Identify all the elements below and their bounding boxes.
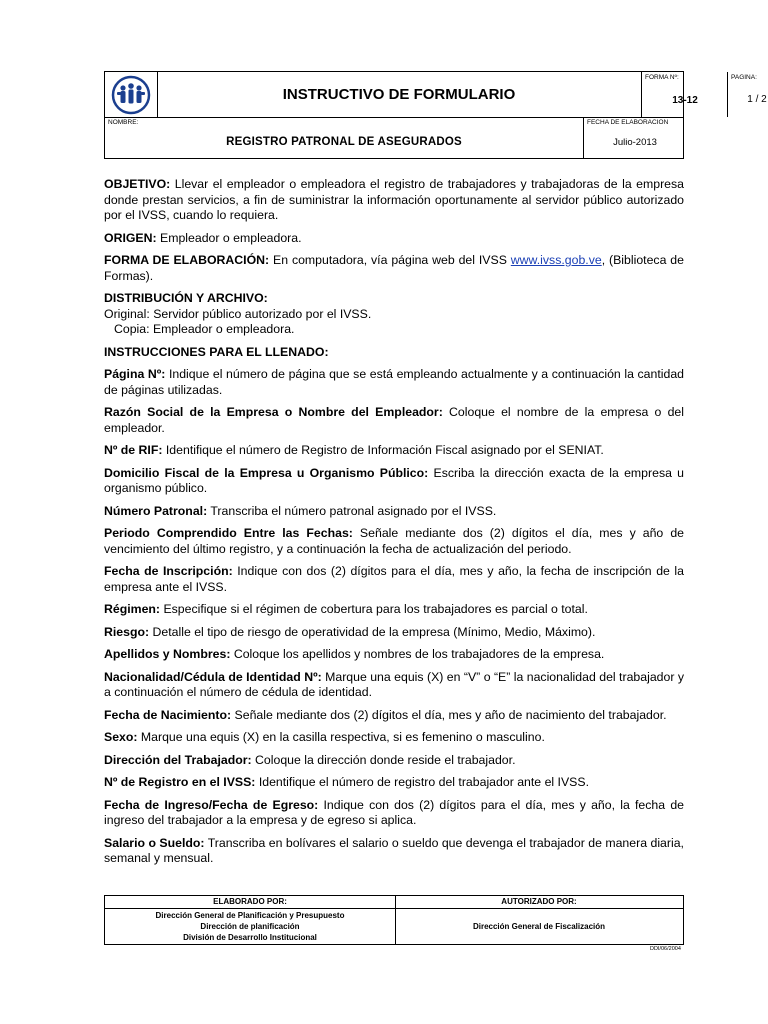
instruction-item-text: Señale mediante dos (2) dígitos el día, mes y año de nacimiento del trabajador. (231, 707, 667, 722)
distribucion-paragraph (104, 291, 684, 338)
instruction-item (104, 836, 684, 867)
instruction-item-text: Coloque los apellidos y nombres de los trabajadores de la empresa. (230, 647, 605, 661)
instruction-item-text: Coloque la dirección donde reside el trabajador. (251, 752, 516, 767)
form-title: INSTRUCTIVO DE FORMULARIO (282, 86, 516, 103)
nombre-label: NOMBRE: (108, 119, 139, 126)
instruction-item (104, 708, 684, 724)
instruction-item (104, 602, 684, 618)
instruction-item-text: Coloque el nombre de la empresa o del empleador. (104, 405, 685, 435)
elaborado-cell (105, 896, 396, 944)
objetivo-text: Llevar el empleador o empleadora el registro de trabajadores y trabajadoras de la empresa donde prestan servicios, a fin de suministrar la información oportunamente al servidor público autorizado por el IVSS, cuando lo requiera. (104, 177, 684, 222)
fecha-cell (583, 117, 686, 159)
instruction-item-label: Periodo Comprendido Entre las Fechas: (104, 526, 353, 540)
instruction-item (104, 647, 684, 663)
instruction-item (104, 670, 684, 701)
instruction-item-text: Identifique el número de registro del trabajador ante el IVSS. (255, 775, 589, 789)
forma-elaboracion-text: En computadora, vía página web del IVSS (269, 253, 511, 267)
origen-paragraph (104, 231, 684, 247)
instruction-item (104, 405, 684, 436)
instruction-item-text: Transcriba el número patronal asignado por el IVSS. (207, 503, 497, 518)
instruction-item-label: Página Nº: (104, 367, 166, 381)
objetivo-paragraph (104, 177, 684, 224)
instruction-item-text: Indique el número de página que se está empleando actualmente y a continuación la cantidad de páginas utilizadas. (104, 367, 684, 397)
instruction-item-text: Indique con dos (2) dígitos para el día, mes y año, la fecha de inscripción de la empresa ante el IVSS. (104, 564, 684, 594)
instruction-item (104, 625, 684, 641)
instruction-item-text: Marque una equis (X) en “V” o “E” la nacionalidad del trabajador y a continuación el número de cédula de identidad. (104, 669, 684, 699)
objetivo-label: OBJETIVO: (104, 177, 171, 191)
autorizado-label: AUTORIZADO POR: (395, 896, 683, 909)
footer-table (104, 895, 684, 945)
instruction-item-label: Salario o Sueldo: (104, 835, 205, 850)
instruction-item-text: Detalle el tipo de riesgo de operatividad de la empresa (Mínimo, Medio, Máximo). (149, 624, 596, 639)
instrucciones-label: INSTRUCCIONES PARA EL LLENADO: (104, 344, 329, 359)
instruction-item (104, 753, 684, 769)
instruction-item-label: Fecha de Ingreso/Fecha de Egreso: (104, 797, 319, 812)
forma-number-cell (641, 72, 728, 117)
autorizado-value: Dirección General de Fiscalización (472, 922, 606, 931)
elaborado-line-1: Dirección General de Planificación y Presupuesto (155, 911, 345, 920)
fecha-label: FECHA DE ELABORACION (587, 119, 669, 126)
elaborado-line-2: Dirección de planificación (200, 922, 300, 931)
distribucion-copia: Copia: Empleador o empleadora. (114, 322, 295, 336)
instructions-body (104, 177, 684, 867)
instruction-item-label: Nº de Registro en el IVSS: (104, 775, 256, 789)
instruction-item-text: Indique con dos (2) dígitos para el día, mes y año, la fecha de ingreso del trabajador a la empresa y de egreso si aplica. (104, 797, 684, 827)
instruction-item (104, 466, 684, 497)
origen-label: ORIGEN: (104, 230, 157, 245)
instruction-item (104, 775, 684, 791)
forma-value: 13-12 (672, 95, 698, 106)
instruction-item-label: Régimen: (104, 602, 161, 616)
instruction-item-text: Marque una equis (X) en la casilla respectiva, si es femenino o masculino. (137, 730, 545, 744)
instruction-item-text: Señale mediante dos (2) dígitos el día, mes y año de vencimiento del último registro, y a continuación la fecha de actualización del periodo. (104, 526, 684, 556)
instruction-item (104, 504, 684, 520)
forma-elaboracion-label: FORMA DE ELABORACIÓN: (104, 253, 270, 267)
ivss-logo-icon (105, 72, 158, 117)
instruction-item-label: Número Patronal: (104, 503, 208, 518)
instruction-item (104, 367, 684, 398)
instruction-item-label: Nº de RIF: (104, 443, 163, 457)
instruction-item (104, 798, 684, 829)
instruction-item (104, 526, 684, 557)
pagina-label: PAGINA: (731, 74, 757, 81)
instruction-item-label: Sexo: (104, 730, 138, 744)
forma-elaboracion-paragraph (104, 253, 684, 284)
instruction-item (104, 730, 684, 746)
document-code: DDI/06/2004 (650, 946, 681, 952)
elaborado-line-3: División de Desarrollo Institucional (183, 933, 317, 942)
nombre-cell (105, 117, 583, 159)
autorizado-cell (395, 896, 683, 944)
instruction-item-label: Fecha de Inscripción: (104, 564, 233, 578)
elaborado-label: ELABORADO POR: (105, 896, 395, 909)
header-bottom-row (105, 117, 683, 159)
instruction-item-text: Transcriba en bolívares el salario o sueldo que devenga el trabajador de manera diaria, semanal y mensual. (104, 835, 684, 865)
pagina-value: 1 / 2 (747, 94, 767, 105)
forma-label: FORMA Nº: (645, 74, 679, 81)
instruction-item-label: Apellidos y Nombres: (104, 647, 231, 661)
instruction-item-label: Dirección del Trabajador: (104, 752, 252, 767)
instruction-item-text: Escriba la dirección exacta de la empresa u organismo público. (104, 465, 685, 495)
instruction-item-text: Especifique si el régimen de cobertura para los trabajadores es parcial o total. (160, 602, 588, 616)
nombre-value: REGISTRO PATRONAL DE ASEGURADOS (226, 136, 462, 148)
instruction-item-label: Riesgo: (104, 624, 150, 639)
instruction-item (104, 443, 684, 459)
fecha-value: Julio-2013 (613, 137, 657, 148)
ivss-website-link[interactable]: www.ivss.gob.ve (510, 253, 602, 267)
instruction-item-label: Fecha de Nacimiento: (104, 707, 232, 722)
form-header (104, 71, 767, 159)
instruction-item-text: Identifique el número de Registro de Información Fiscal asignado por el SENIAT. (162, 443, 604, 457)
instruction-item (104, 564, 684, 595)
instruction-item-label: Domicilio Fiscal de la Empresa u Organismo Público: (104, 465, 429, 480)
pagina-cell (727, 72, 768, 117)
origen-text: Empleador o empleadora. (156, 230, 302, 245)
instruction-items-list (104, 367, 684, 867)
elaborado-body (105, 910, 395, 943)
instruction-item-label: Razón Social de la Empresa o Nombre del Empleador: (104, 405, 443, 419)
form-title-cell (157, 72, 641, 117)
distribucion-original: Original: Servidor público autorizado por el IVSS. (104, 306, 372, 321)
forma-elaboracion-text2: , (Biblioteca de Formas). (104, 253, 684, 283)
instruction-item-label: Nacionalidad/Cédula de Identidad Nº: (104, 669, 322, 684)
distribucion-label: DISTRIBUCIÓN Y ARCHIVO: (104, 291, 268, 305)
header-top-row (105, 72, 767, 118)
